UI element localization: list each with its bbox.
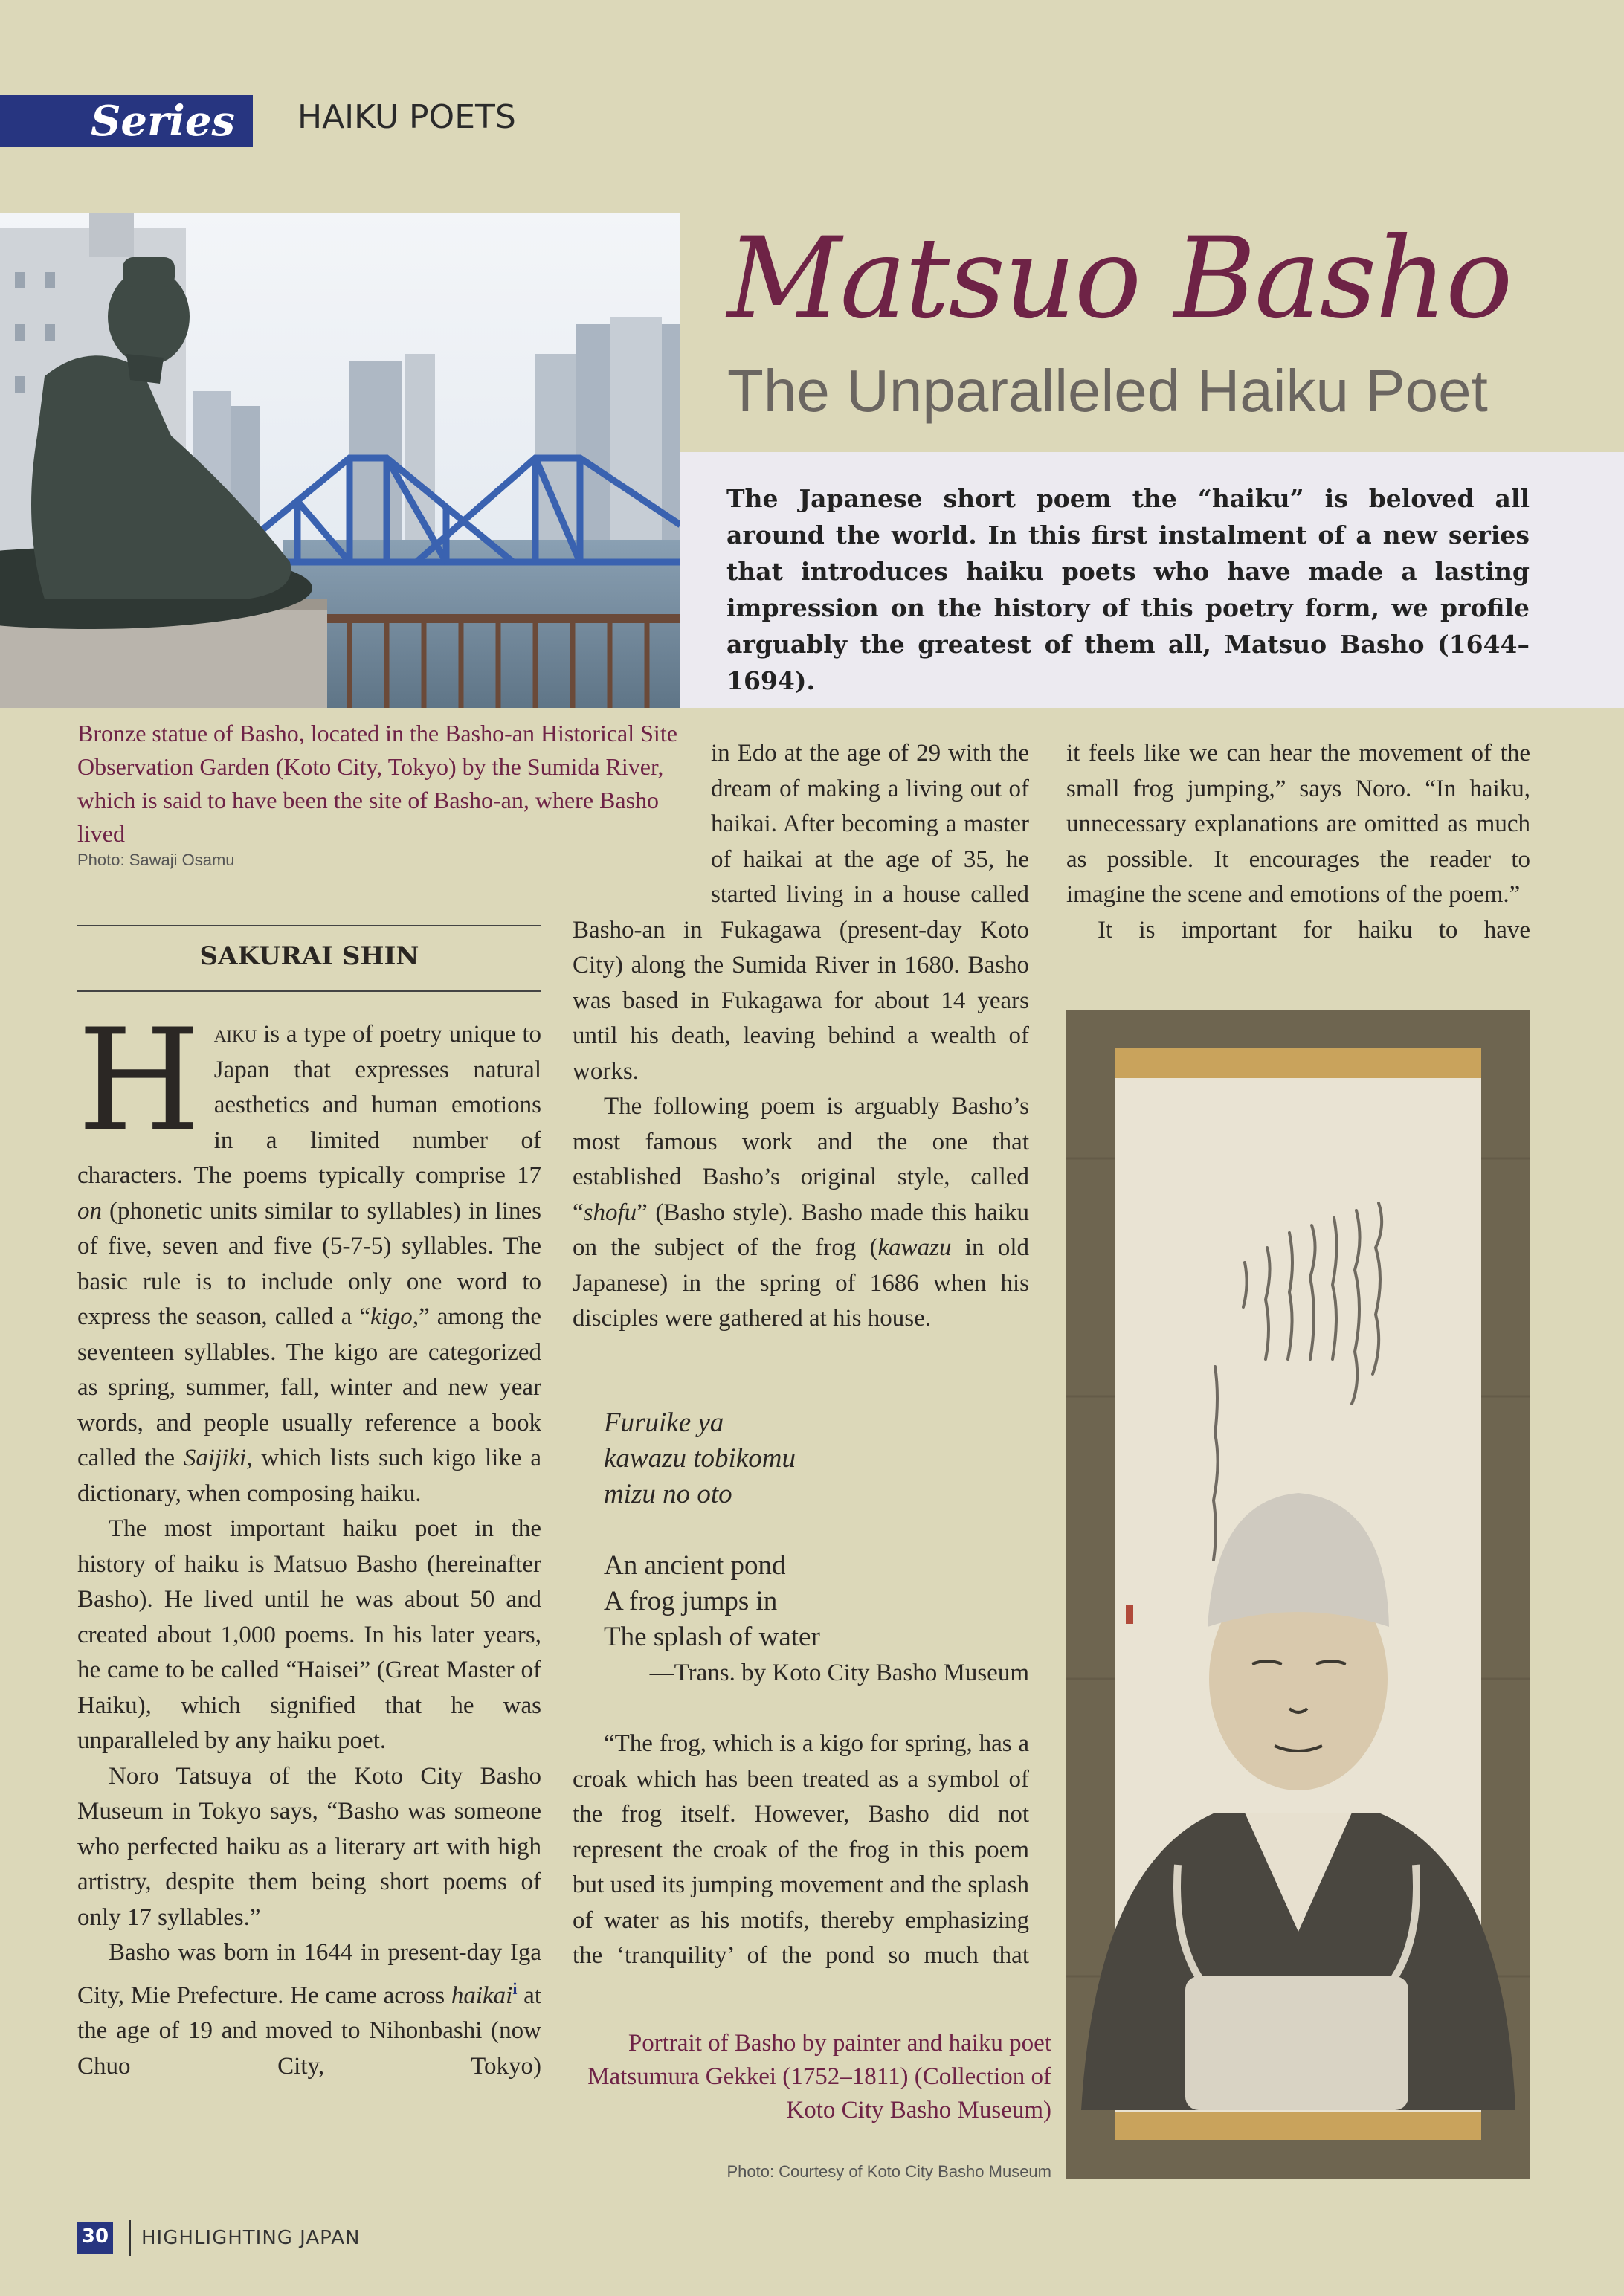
haiku-spacer	[604, 1512, 820, 1548]
portrait-scroll	[1066, 1010, 1530, 2179]
author-byline: SAKURAI SHIN	[199, 941, 419, 971]
footer-separator	[129, 2220, 131, 2256]
term-haikai: haikai	[451, 1981, 513, 2009]
series-label: Series	[90, 97, 235, 146]
portrait-caption: Portrait of Basho by painter and haiku poet Matsumura Gekkei (1752–1811) (Collection of Koto City Basho Museum)	[587, 2030, 1051, 2124]
haiku-jp-line-2: kawazu tobikomu	[604, 1443, 796, 1474]
portrait-illustration	[1066, 1010, 1530, 2179]
body-paragraph-6	[573, 1089, 1029, 1337]
p6-text-b: ” (Basho style). Basho made this haiku on the subject of the frog (	[573, 1199, 1029, 1261]
statue-photo	[0, 213, 680, 708]
series-name: HAIKU POETS	[297, 98, 516, 136]
lead-text: The Japanese short poem the “haiku” is beloved all around the world. In this first instalment of a new series that introduces haiku poets who have made a lasting impression on the history of this poetry form, we profile arguably the greatest of them all, Matsuo Basho (1644–1694).	[726, 484, 1530, 695]
series-badge	[0, 95, 253, 147]
body-column-2-continued	[573, 1726, 1029, 1974]
haiku-en-line-1: An ancient pond	[604, 1550, 786, 1581]
haiku-en-line-2: A frog jumps in	[604, 1586, 778, 1616]
body-paragraph-9: It is important for haiku to have	[1098, 916, 1530, 944]
p4-text-b: at the age of 19 and moved to Nihonbashi (now Chuo City, Tokyo)	[77, 1981, 541, 2080]
p1-text-b: (phonetic units similar to syllables) in lines of five, seven and five (5-7-5) syllables. The basic rule is to include only one word to express the season, called a “	[77, 1197, 541, 1330]
caption-wrap-space	[573, 736, 711, 910]
p1-text-d: , which lists such kigo like a dictionary, when composing haiku.	[77, 1445, 541, 1507]
haiku-en-line-3: The splash of water	[604, 1622, 820, 1652]
p6-text-c: in old Japanese) in the spring of 1686 when his disciples were gathered at his house.	[573, 1234, 1030, 1332]
term-kigo: kigo	[370, 1303, 413, 1330]
p1-text-a: is a type of poetry unique to Japan that expresses natural aesthetics and human emotions in a limited number of characters. The poems typically comprise 17	[77, 1021, 541, 1189]
statue-photo-illustration	[0, 213, 680, 708]
body-column-3	[1066, 736, 1530, 948]
author-rule-top	[77, 925, 541, 926]
term-kawazu: kawazu	[877, 1234, 952, 1261]
haiku-jp-line-3: mizu no oto	[604, 1479, 732, 1509]
p4-text-a: Basho was born in 1644 in present-day Iga City, Mie Prefecture. He came across	[77, 1939, 541, 2009]
drop-cap: H	[77, 999, 201, 1163]
portrait-photo-credit: Photo: Courtesy of Koto City Basho Museum	[726, 2162, 1051, 2181]
body-column-2	[573, 736, 1029, 1337]
term-saijiki: Saijiki	[183, 1445, 247, 1471]
lead-box	[680, 452, 1624, 708]
body-paragraph-4	[77, 1935, 541, 2084]
p1-text-c: ,” among the seventeen syllables. The kigo are categorized as spring, summer, fall, winter and new year words, and people usually reference a book called the	[77, 1303, 541, 1471]
footnote-marker[interactable]: i	[512, 1979, 518, 1998]
haiku-jp-line-1: Furuike ya	[604, 1407, 724, 1438]
p6-text-a: The following poem is arguably Basho’s most famous work and the one that established Basho’s original style, called “	[573, 1093, 1029, 1226]
haiku-translator: —Trans. by Koto City Basho Museum	[649, 1660, 1029, 1686]
body-paragraph-8: it feels like we can hear the movement of the small frog jumping,” says Noro. “In haiku, unnecessary explanations are omitted as much as possible. It encourages the reader to imagine the scene and emotions of the poem.”	[1066, 740, 1530, 908]
body-paragraph-5: in Edo at the age of 29 with the dream of making a living out of haikai. After becoming a master of haikai at the age of 35, he started living in a house called Basho-an in Fukagawa (present-day Koto City) along the Sumida River in 1680. Basho was based in Fukagawa for about 14 years until his death, leaving behind a wealth of works.	[573, 740, 1029, 1085]
body-paragraph-2: The most important haiku poet in the history of haiku is Matsuo Basho (hereinafter Basho). He lived until he was about 50 and created about 1,000 poems. In his later years, he came to be called “Haisei” (Great Master of Haiku), which signified that he was unparalleled by any haiku poet.	[77, 1515, 541, 1754]
body-column-1	[77, 999, 541, 2084]
statue-caption: Bronze statue of Basho, located in the Basho-an Historical Site Observation Garden (Koto City, Tokyo) by the Sumida River, which is said to have been the site of Basho-an, where Basho lived	[77, 720, 677, 847]
page-number: 30	[81, 2225, 109, 2248]
dropcap-continuation: aiku	[213, 1021, 257, 1048]
body-paragraph-1	[77, 999, 541, 1512]
body-paragraph-3: Noro Tatsuya of the Koto City Basho Museum in Tokyo says, “Basho was someone who perfected haiku as a literary art with high artistry, despite them being short poems of only 17 syllables.”	[77, 1762, 541, 1931]
term-on: on	[77, 1197, 102, 1225]
statue-photo-credit: Photo: Sawaji Osamu	[77, 851, 235, 869]
article-title: Matsuo Basho	[727, 214, 1512, 344]
haiku-block	[604, 1405, 820, 1655]
publication-name: HIGHLIGHTING JAPAN	[141, 2227, 361, 2249]
author-rule-bottom	[77, 990, 541, 992]
term-shofu: shofu	[583, 1199, 637, 1226]
body-paragraph-7: “The frog, which is a kigo for spring, has a croak which has been treated as a symbol of the frog itself. However, Basho did not represent the croak of the frog in this poem but used its jumping movement and the splash of water as his motifs, thereby emphasizing the ‘tranquility’ of the pond so much that	[573, 1730, 1029, 1969]
article-subtitle: The Unparalleled Haiku Poet	[727, 358, 1488, 424]
page-number-badge	[77, 2222, 113, 2254]
